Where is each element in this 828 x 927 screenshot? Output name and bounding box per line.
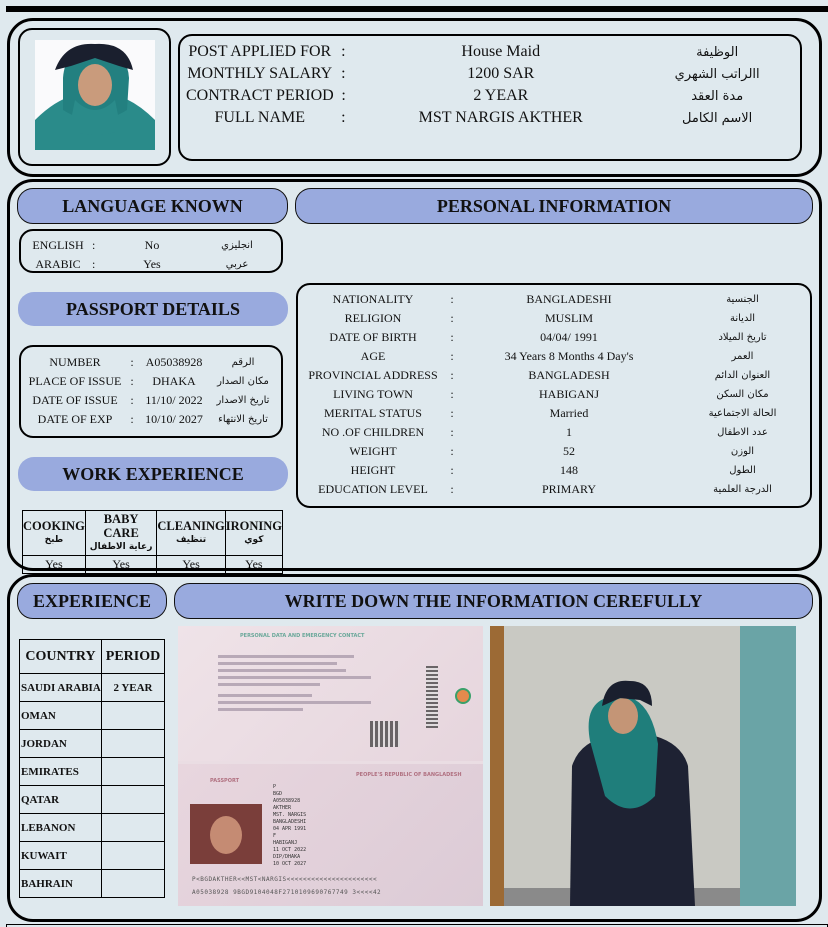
personal-field-arabic: الدرجة العلمية (713, 484, 772, 495)
experience-country: EMIRATES (20, 758, 102, 786)
personal-field-colon: : (450, 330, 454, 344)
qr-code-icon (370, 721, 400, 747)
personal-field-value: Married (549, 406, 589, 420)
personal-field-label: MERITAL STATUS (324, 406, 422, 420)
header-row-colon: : (341, 109, 346, 126)
experience-country: JORDAN (20, 730, 102, 758)
personal-field-value: 1 (566, 425, 572, 439)
personal-field-arabic: الوزن (730, 446, 755, 457)
personal-field-colon: : (450, 311, 454, 325)
language-value: Yes (143, 257, 161, 271)
personal-field-value: 04/04/ 1991 (540, 330, 598, 344)
work-skill-header (225, 511, 282, 556)
profile-photo (35, 40, 155, 150)
person-portrait-icon (35, 40, 155, 150)
work-experience-title: WORK EXPERIENCE (18, 457, 288, 491)
passport-label: PASSPORT (210, 778, 240, 784)
passport-field-colon: : (130, 374, 134, 388)
personal-field-colon: : (450, 349, 454, 363)
personal-row (300, 424, 805, 441)
barcode-icon (426, 666, 438, 728)
experience-title: EXPERIENCE (17, 583, 167, 619)
language-row (24, 237, 274, 254)
personal-row (300, 329, 805, 346)
passport-field-arabic: الرقم (231, 357, 255, 368)
passport-row (25, 411, 280, 428)
language-arabic: انجليزي (221, 240, 253, 251)
header-row (186, 108, 786, 128)
work-skill-value: Yes (225, 556, 282, 574)
work-experience-value-row (23, 556, 283, 574)
header-row (186, 64, 786, 84)
personal-field-value: PRIMARY (541, 482, 597, 496)
work-skill-name: CLEANING (157, 519, 225, 533)
work-skill-header (23, 511, 86, 556)
personal-field-label: NATIONALITY (332, 292, 414, 306)
experience-header-row (20, 640, 165, 674)
person-full-body-icon (490, 626, 796, 906)
experience-row (20, 702, 165, 730)
header-row-value: 1200 SAR (467, 65, 535, 82)
notice-title: WRITE DOWN THE INFORMATION CEREFULLY (174, 583, 813, 619)
personal-field-value: BANGLADESH (528, 368, 610, 382)
work-skill-value: Yes (85, 556, 157, 574)
passport-data-lines (218, 651, 388, 715)
personal-row (300, 291, 805, 308)
personal-field-arabic: مكان السكن (716, 389, 769, 400)
passport-scan-field: A05038928 (273, 798, 301, 804)
country-header: COUNTRY (20, 640, 102, 674)
passport-data-page (178, 626, 483, 761)
passport-bio-page (178, 764, 483, 906)
personal-field-colon: : (450, 368, 454, 382)
experience-period (102, 758, 165, 786)
language-name: ENGLISH (32, 238, 84, 252)
work-skill-arabic: رعاية الاطفال (89, 542, 153, 552)
passport-field-arabic: تاريخ الانتهاء (218, 414, 268, 425)
language-value: No (144, 238, 160, 252)
passport-scan-field: F (273, 833, 277, 839)
personal-row (300, 462, 805, 479)
work-skill-arabic: كوي (244, 535, 264, 545)
passport-field-value: A05038928 (145, 355, 203, 369)
experience-country: LEBANON (20, 814, 102, 842)
personal-field-label: EDUCATION LEVEL (318, 482, 428, 496)
personal-field-arabic: عدد الاطفال (717, 427, 768, 438)
personal-field-arabic: تاريخ الميلاد (718, 332, 767, 343)
experience-row (20, 814, 165, 842)
experience-row (20, 870, 165, 898)
work-skill-header (85, 511, 157, 556)
passport-holder-photo (190, 804, 262, 864)
personal-field-value: HABIGANJ (539, 387, 599, 401)
passport-scan-field: MST. NARGIS (273, 812, 307, 818)
work-experience-header-row (23, 511, 283, 556)
passport-details-title: PASSPORT DETAILS (18, 292, 288, 326)
header-row-label: FULL NAME (214, 109, 306, 126)
header-row-arabic: االراتب الشهري (674, 66, 760, 82)
header-row (186, 86, 786, 106)
passport-mrz-line-1: P<BGDAKTHER<<MST<NARGIS<<<<<<<<<<<<<<<<<<<<<< (192, 876, 378, 883)
personal-field-colon: : (450, 463, 454, 477)
personal-field-arabic: الجنسية (726, 294, 759, 305)
personal-field-label: NO .OF CHILDREN (321, 425, 425, 439)
personal-row (300, 443, 805, 460)
passport-scan-image (178, 626, 483, 906)
work-skill-name: COOKING (23, 519, 85, 533)
personal-information-title: PERSONAL INFORMATION (295, 188, 813, 224)
experience-row (20, 758, 165, 786)
work-skill-name: IRONING (225, 519, 282, 533)
experience-period (102, 702, 165, 730)
passport-scan-field: BANGLADESHI (273, 819, 307, 825)
passport-field-colon: : (130, 355, 134, 369)
passport-scan-field: 04 APR 1991 (273, 826, 307, 832)
experience-row (20, 674, 165, 702)
work-skill-value: Yes (23, 556, 86, 574)
personal-field-colon: : (450, 406, 454, 420)
work-skill-arabic: تنظيف (175, 535, 207, 545)
personal-row (300, 405, 805, 422)
personal-field-label: HEIGHT (350, 463, 396, 477)
passport-field-label: NUMBER (49, 355, 101, 369)
header-row-colon: : (341, 43, 346, 60)
personal-field-label: PROVINCIAL ADDRESS (308, 368, 438, 382)
header-row-colon: : (341, 65, 346, 82)
work-skill-value: Yes (157, 556, 225, 574)
passport-field-label: PLACE OF ISSUE (28, 374, 122, 388)
header-row-arabic: مدة العقد (691, 88, 744, 104)
full-body-photo (490, 626, 796, 906)
experience-row (20, 730, 165, 758)
experience-period: 2 YEAR (102, 674, 165, 702)
personal-field-arabic: العمر (731, 351, 754, 362)
experience-table (19, 639, 165, 898)
experience-country: QATAR (20, 786, 102, 814)
personal-row (300, 348, 805, 365)
personal-field-value: BANGLADESHI (526, 292, 612, 306)
language-known-title: LANGUAGE KNOWN (17, 188, 288, 224)
work-skill-arabic: طبخ (44, 535, 64, 545)
period-header: PERIOD (102, 640, 165, 674)
emblem-icon (455, 688, 471, 704)
passport-scan-field: P (273, 784, 277, 790)
personal-field-value: 34 Years 8 Months 4 Day's (504, 349, 634, 363)
language-arabic: عربي (225, 259, 249, 270)
header-row-label: POST APPLIED FOR (188, 43, 332, 60)
personal-field-label: AGE (360, 349, 386, 363)
top-rule (6, 6, 828, 12)
passport-field-label: DATE OF ISSUE (32, 393, 118, 407)
passport-field-value: 11/10/ 2022 (145, 393, 203, 407)
personal-row (300, 367, 805, 384)
language-colon: : (92, 238, 96, 252)
personal-field-value: MUSLIM (544, 311, 593, 325)
experience-period (102, 814, 165, 842)
header-row-value: MST NARGIS AKTHER (418, 109, 583, 126)
personal-field-label: DATE OF BIRTH (329, 330, 417, 344)
experience-country: OMAN (20, 702, 102, 730)
personal-field-label: WEIGHT (349, 444, 397, 458)
experience-row (20, 786, 165, 814)
passport-row (25, 392, 280, 409)
personal-row (300, 481, 805, 498)
experience-period (102, 786, 165, 814)
personal-field-colon: : (450, 292, 454, 306)
language-row (24, 256, 274, 273)
personal-row (300, 386, 805, 403)
personal-field-arabic: العنوان الدائم (714, 370, 771, 381)
language-colon: : (92, 257, 96, 271)
passport-fields (273, 784, 306, 868)
passport-field-arabic: مكان الصدار (217, 376, 269, 387)
passport-field-arabic: تاريخ الاصدار (216, 395, 270, 406)
experience-period (102, 870, 165, 898)
passport-field-label: DATE OF EXP (37, 412, 113, 426)
personal-field-arabic: الحالة الاجتماعية (708, 408, 777, 419)
header-row-value: House Maid (461, 43, 541, 60)
experience-period (102, 730, 165, 758)
passport-country-heading: PEOPLE'S REPUBLIC OF BANGLADESH (356, 772, 462, 778)
personal-field-colon: : (450, 425, 454, 439)
passport-mrz-line-2: A05038928 9BGD9104048F2710109690767749 3<<<<42 (192, 889, 382, 896)
experience-country: SAUDI ARABIA (20, 674, 102, 702)
passport-scan-field: AKTHER (273, 805, 292, 811)
personal-field-colon: : (450, 444, 454, 458)
personal-field-value: 148 (560, 463, 578, 477)
passport-scan-field: DIP/DHAKA (273, 854, 301, 860)
experience-country: KUWAIT (20, 842, 102, 870)
work-experience-table (22, 510, 283, 574)
personal-field-colon: : (450, 387, 454, 401)
work-skill-header (157, 511, 225, 556)
header-row-label: CONTRACT PERIOD (186, 87, 334, 104)
personal-row (300, 310, 805, 327)
personal-field-value: 52 (563, 444, 575, 458)
passport-row (25, 373, 280, 390)
passport-scan-field: 10 OCT 2027 (273, 861, 307, 867)
experience-period (102, 842, 165, 870)
passport-scan-field: 11 OCT 2022 (273, 847, 307, 853)
header-row-colon: : (341, 87, 346, 104)
passport-field-value: 10/10/ 2027 (145, 412, 203, 426)
work-skill-name: BABY CARE (103, 512, 139, 540)
language-name: ARABIC (35, 257, 81, 271)
experience-row (20, 842, 165, 870)
personal-field-arabic: الديانة (729, 313, 756, 324)
passport-field-value: DHAKA (152, 374, 196, 388)
experience-country: BAHRAIN (20, 870, 102, 898)
passport-row (25, 354, 280, 371)
passport-scan-field: BGD (273, 791, 283, 797)
header-row-arabic: الوظيفة (696, 44, 739, 60)
header-row (186, 42, 786, 62)
header-row-value: 2 YEAR (473, 87, 529, 104)
personal-field-arabic: الطول (729, 465, 756, 476)
header-row-label: MONTHLY SALARY (187, 65, 333, 82)
header-row-arabic: الاسم الكامل (682, 110, 753, 126)
personal-field-colon: : (450, 482, 454, 496)
passport-scan-field: HABIGANJ (273, 840, 298, 846)
passport-field-colon: : (130, 412, 134, 426)
passport-field-colon: : (130, 393, 134, 407)
personal-field-label: RELIGION (344, 311, 402, 325)
passport-data-heading: PERSONAL DATA AND EMERGENCY CONTACT (240, 633, 365, 639)
personal-field-label: LIVING TOWN (333, 387, 413, 401)
